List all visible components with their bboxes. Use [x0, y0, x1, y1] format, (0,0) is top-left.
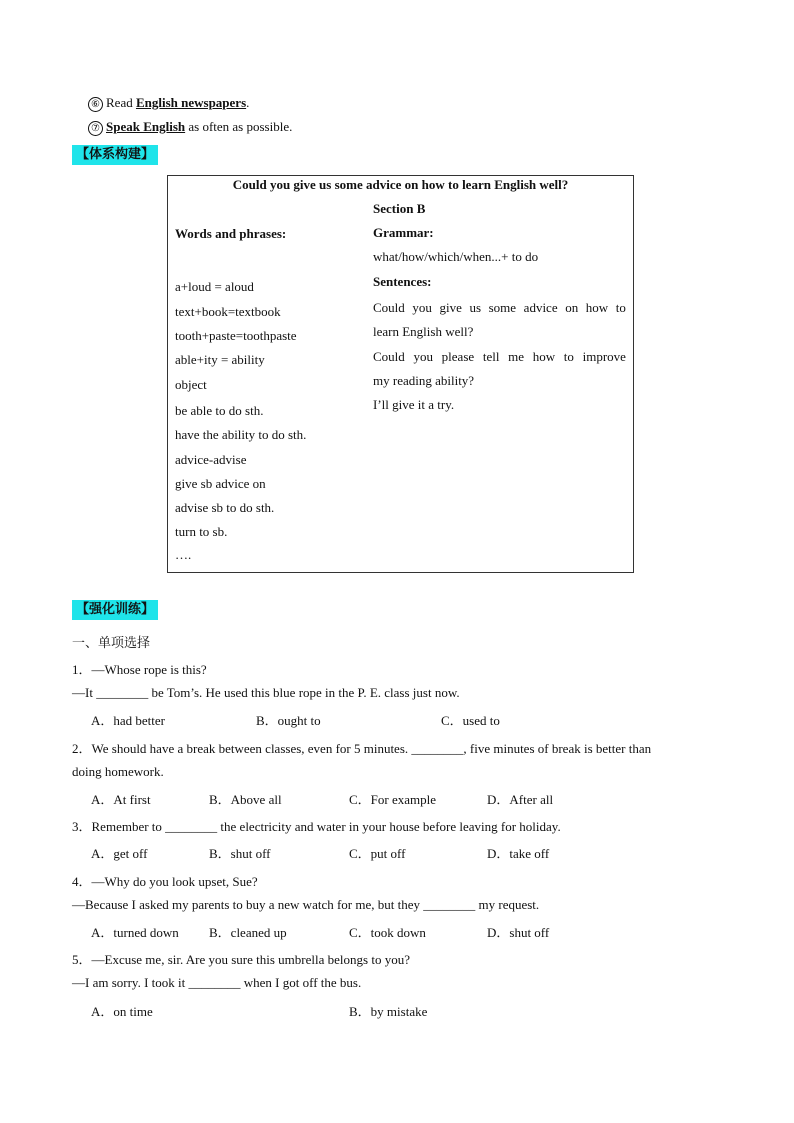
question-1-line-2: —It ________ be Tom’s. He used this blue rope in the P. E. class just now.	[72, 685, 460, 700]
option: B．ought to	[256, 713, 321, 728]
word-item: advice-advise	[175, 452, 247, 467]
word-item: ….	[175, 547, 192, 562]
option: D．shut off	[487, 925, 550, 940]
option: D．After all	[487, 792, 554, 807]
question-5-line-2: —I am sorry. I took it ________ when I got off the bus.	[72, 975, 362, 990]
tip-phrase: Speak English	[106, 119, 186, 134]
option: C．used to	[441, 713, 500, 728]
section-label: Section B	[373, 201, 426, 216]
section-heading-system: 【体系构建】	[72, 145, 158, 165]
words-heading: Words and phrases:	[175, 226, 287, 241]
tip-phrase: English newspapers	[135, 95, 247, 110]
word-item: advise sb to do sth.	[175, 500, 275, 515]
question-1-stem: 1．—Whose rope is this?	[72, 662, 207, 677]
grammar-heading: Grammar:	[373, 225, 434, 240]
option: C．took down	[349, 925, 426, 940]
part-label: 一、单项选择	[72, 636, 151, 651]
summary-title: Could you give us some advice on how to learn English well?	[232, 177, 569, 192]
word-item: turn to sb.	[175, 524, 228, 539]
circled-number: ⑦	[88, 121, 103, 136]
option: B．by mistake	[349, 1004, 428, 1019]
section-heading-practice: 【强化训练】	[72, 600, 158, 620]
word-item: able+ity = ability	[175, 352, 265, 367]
option: A．get off	[91, 846, 148, 861]
word-item: text+book=textbook	[175, 304, 281, 319]
sentence-3: I’ll give it a try.	[373, 397, 455, 412]
option: C．For example	[349, 792, 437, 807]
question-3-stem: 3．Remember to ________ the electricity and water in your house before leaving for holiday.	[72, 819, 561, 834]
option: B．shut off	[209, 846, 271, 861]
question-5-stem: 5．—Excuse me, sir. Are you sure this umbrella belongs to you?	[72, 952, 410, 967]
question-2-stem: 2．We should have a break between classes, even for 5 minutes. ________, five minutes of break is better than	[72, 741, 652, 756]
word-item: give sb advice on	[175, 476, 266, 491]
sentence-2-line-1: Could you please tell me how to improve	[373, 349, 626, 364]
sentence-1-line-2: learn English well?	[373, 324, 474, 339]
option: A．turned down	[91, 925, 179, 940]
word-item: be able to do sth.	[175, 403, 264, 418]
grammar-text: what/how/which/when...+ to do	[373, 249, 539, 264]
option: B．cleaned up	[209, 925, 287, 940]
word-item: a+loud = aloud	[175, 279, 254, 294]
option: A．on time	[91, 1004, 153, 1019]
word-item: have the ability to do sth.	[175, 427, 307, 442]
sentence-2-line-2: my reading ability?	[373, 373, 475, 388]
tip-7: ⑦ Speak English as often as possible.	[88, 119, 292, 136]
word-item: object	[175, 377, 207, 392]
summary-box	[167, 175, 634, 573]
option: D．take off	[487, 846, 550, 861]
word-item: tooth+paste=toothpaste	[175, 328, 297, 343]
question-4-line-2: —Because I asked my parents to buy a new watch for me, but they ________ my request.	[72, 897, 540, 912]
circled-number: ⑥	[88, 97, 103, 112]
option: C．put off	[349, 846, 406, 861]
option: B．Above all	[209, 792, 282, 807]
question-2-line-2: doing homework.	[72, 764, 164, 779]
option: A．At first	[91, 792, 151, 807]
option: A．had better	[91, 713, 166, 728]
sentence-1-line-1: Could you give us some advice on how to	[373, 300, 626, 315]
sentences-heading: Sentences:	[373, 274, 432, 289]
tip-6: ⑥ Read English newspapers.	[88, 95, 249, 112]
question-4-stem: 4．—Why do you look upset, Sue?	[72, 874, 258, 889]
